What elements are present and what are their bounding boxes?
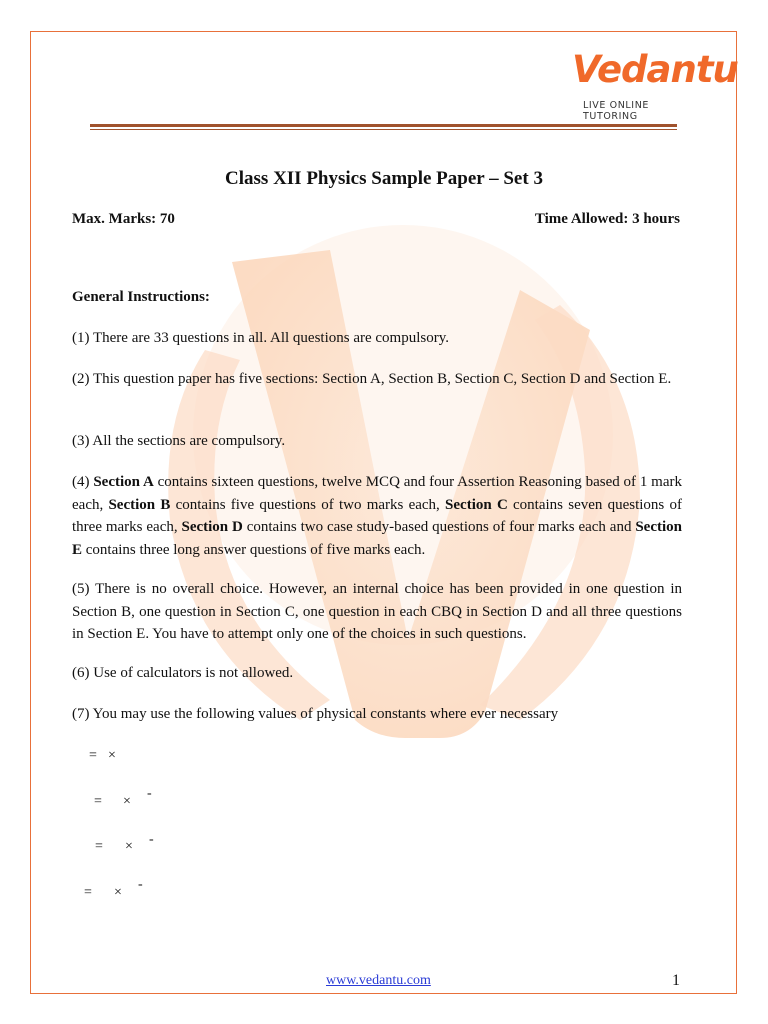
section-c-label: Section C xyxy=(445,496,508,513)
constant-1-times: × xyxy=(108,748,116,763)
constant-3-minus: - xyxy=(149,832,154,847)
section-d-label: Section D xyxy=(181,519,243,535)
constant-2-minus: - xyxy=(147,786,152,801)
logo-tagline: LIVE ONLINE TUTORING xyxy=(583,100,650,122)
constant-4-times: × xyxy=(114,885,122,900)
constant-3-times: × xyxy=(125,839,133,854)
max-marks: Max. Marks: 70 xyxy=(72,211,175,227)
instruction-1: (1) There are 33 questions in all. All questions are compulsory. xyxy=(72,330,449,346)
paper-title: Class XII Physics Sample Paper – Set 3 xyxy=(225,168,543,189)
instruction-5: (5) There is no overall choice. However, an internal choice has been provided in one question in Section B, one question in Section C, one question in each CBQ in Section D and all three questions in Section E. You have to attempt only one of the choices in such questions. xyxy=(72,581,682,642)
section-b-label: Section B xyxy=(108,496,171,513)
instruction-7: (7) You may use the following values of physical constants where ever necessary xyxy=(72,706,559,722)
constant-1-eq: = xyxy=(89,748,97,763)
constant-3-eq: = xyxy=(95,839,103,854)
constant-4-minus: - xyxy=(138,877,143,892)
constant-4-eq: = xyxy=(84,885,92,900)
instructions-heading: General Instructions: xyxy=(72,289,210,305)
section-e-label: Section E xyxy=(72,519,683,558)
section-a-label: Section A xyxy=(93,474,154,490)
instruction-2: (2) This question paper has five sections: Section A, Section B, Section C, Section D and Section E. xyxy=(72,371,672,387)
instruction-3: (3) All the sections are compulsory. xyxy=(72,433,286,449)
constant-2-times: × xyxy=(123,794,131,809)
time-allowed: Time Allowed: 3 hours xyxy=(534,211,680,227)
instruction-6: (6) Use of calculators is not allowed. xyxy=(72,665,294,681)
footer-website-link[interactable]: www.vedantu.com xyxy=(326,973,431,988)
logo-wordmark: Vedantu xyxy=(572,48,738,91)
constant-2-eq: = xyxy=(94,794,102,809)
page-number: 1 xyxy=(672,972,680,989)
instruction-4: (4) Section A contains sixteen questions, twelve MCQ and four Assertion Reasoning based of 1 mark each, Section B contains five questions of two marks each, Section C contains seven questions of three marks each, Section D contains two case study-based questions of four marks each and Section E contains three long answer questions of five marks each. xyxy=(72,474,683,558)
